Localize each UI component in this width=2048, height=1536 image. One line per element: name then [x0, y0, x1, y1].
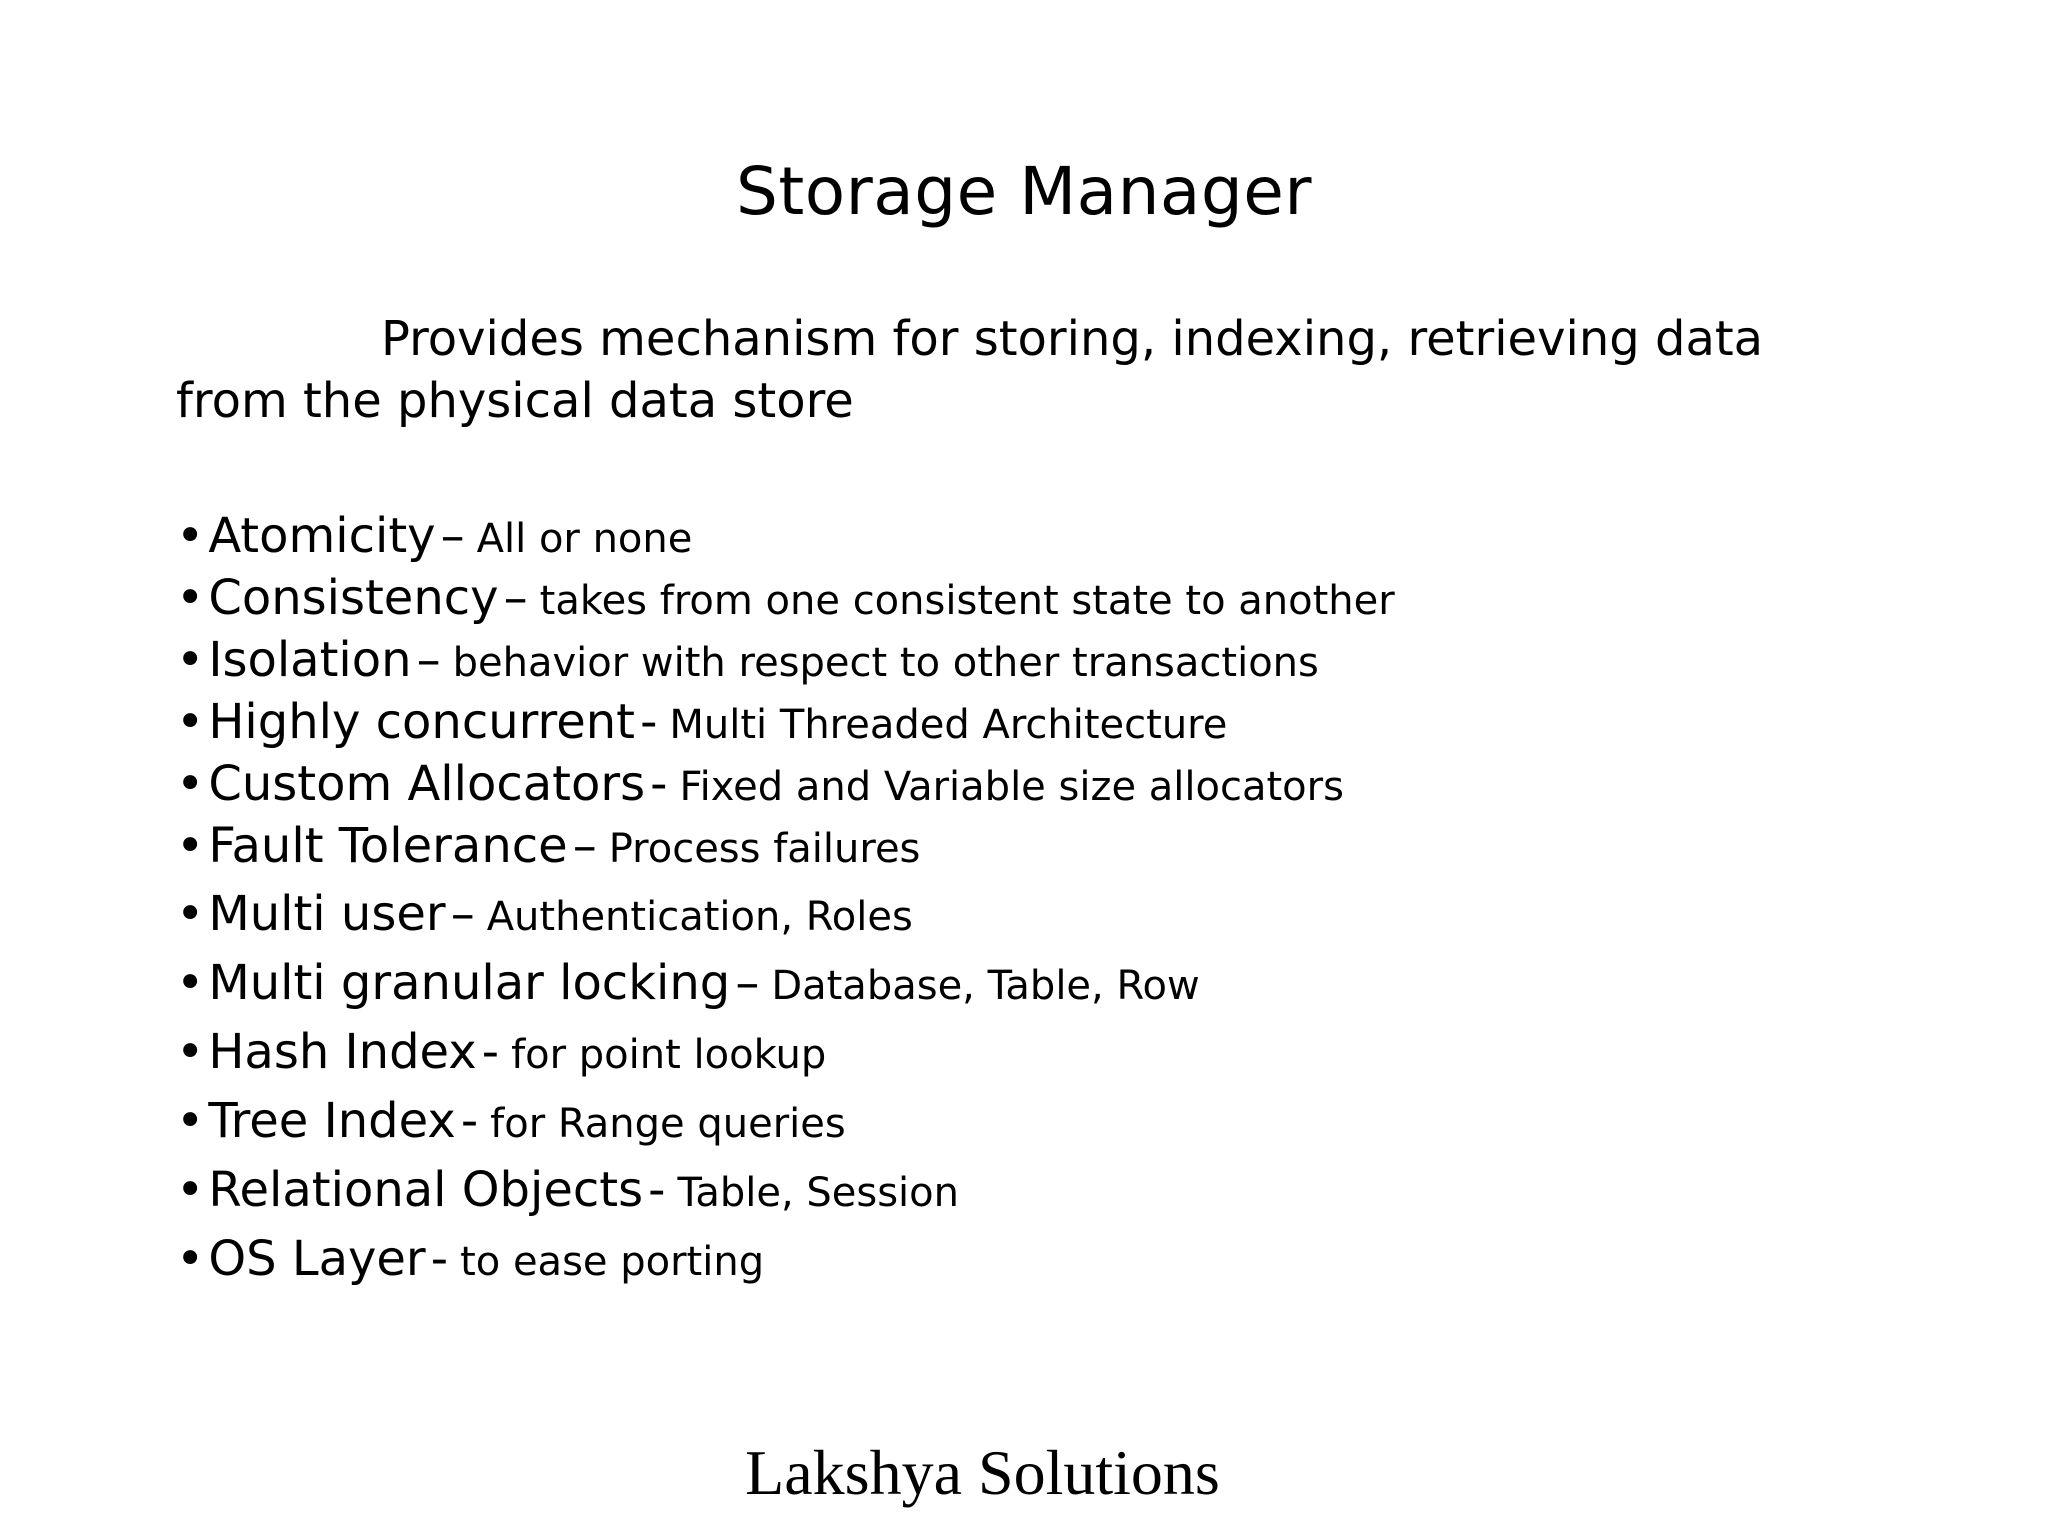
feature-separator: - [640, 694, 658, 750]
feature-desc: to ease porting [460, 1239, 765, 1285]
feature-separator: - [650, 756, 668, 812]
bullet-icon: • [176, 886, 205, 942]
feature-term: Isolation [208, 632, 412, 688]
intro-text: Provides mechanism for storing, indexing, retrieving data from the physical data store [176, 311, 1764, 429]
feature-term: Hash Index [208, 1024, 477, 1080]
feature-separator: - [481, 1024, 500, 1080]
feature-desc: Database, Table, Row [771, 963, 1200, 1009]
bullet-icon: • [176, 1024, 205, 1080]
bullet-icon: • [176, 1093, 205, 1149]
feature-term: Fault Tolerance [208, 818, 568, 874]
feature-term: Consistency [208, 570, 499, 626]
feature-item [176, 952, 1200, 1025]
feature-separator: – [503, 570, 528, 626]
feature-desc: Authentication, Roles [486, 894, 913, 940]
feature-desc: Fixed and Variable size allocators [679, 764, 1344, 810]
feature-separator: – [416, 632, 441, 688]
feature-term: Atomicity [208, 508, 436, 564]
feature-desc: for point lookup [511, 1032, 827, 1078]
feature-term: Multi user [208, 886, 446, 942]
feature-separator: - [430, 1231, 449, 1287]
feature-item [176, 1090, 846, 1163]
feature-item [176, 815, 920, 888]
feature-desc: Table, Session [677, 1170, 959, 1216]
feature-item [176, 883, 913, 956]
feature-desc: behavior with respect to other transactions [452, 640, 1319, 686]
bullet-icon: • [176, 955, 205, 1011]
footer-company-name: Lakshya Solutions [745, 1437, 1220, 1508]
feature-separator: - [648, 1162, 666, 1218]
bullet-icon: • [176, 1231, 205, 1287]
bullet-icon: • [176, 632, 205, 688]
bullet-icon: • [176, 694, 205, 750]
feature-desc: Process failures [608, 826, 921, 872]
feature-item [176, 1021, 826, 1094]
feature-item [176, 1159, 959, 1232]
feature-term: Tree Index [208, 1093, 456, 1149]
feature-desc: takes from one consistent state to another [539, 578, 1395, 624]
feature-term: Custom Allocators [208, 756, 646, 812]
feature-separator: – [440, 508, 465, 564]
slide-title: Storage Manager [735, 153, 1312, 230]
feature-desc: Multi Threaded Architecture [669, 702, 1228, 748]
bullet-icon: • [176, 508, 205, 564]
feature-separator: – [572, 818, 597, 874]
feature-term: OS Layer [208, 1231, 426, 1287]
bullet-icon: • [176, 570, 205, 626]
feature-term: Relational Objects [208, 1162, 644, 1218]
feature-term: Highly concurrent [208, 694, 635, 750]
bullet-icon: • [176, 1162, 205, 1218]
feature-desc: for Range queries [490, 1101, 846, 1147]
feature-separator: - [460, 1093, 479, 1149]
bullet-icon: • [176, 818, 205, 874]
bullet-icon: • [176, 756, 205, 812]
feature-separator: – [735, 955, 760, 1011]
feature-desc: All or none [476, 516, 693, 562]
feature-separator: – [450, 886, 475, 942]
feature-item [176, 1228, 764, 1301]
feature-term: Multi granular locking [208, 955, 731, 1011]
